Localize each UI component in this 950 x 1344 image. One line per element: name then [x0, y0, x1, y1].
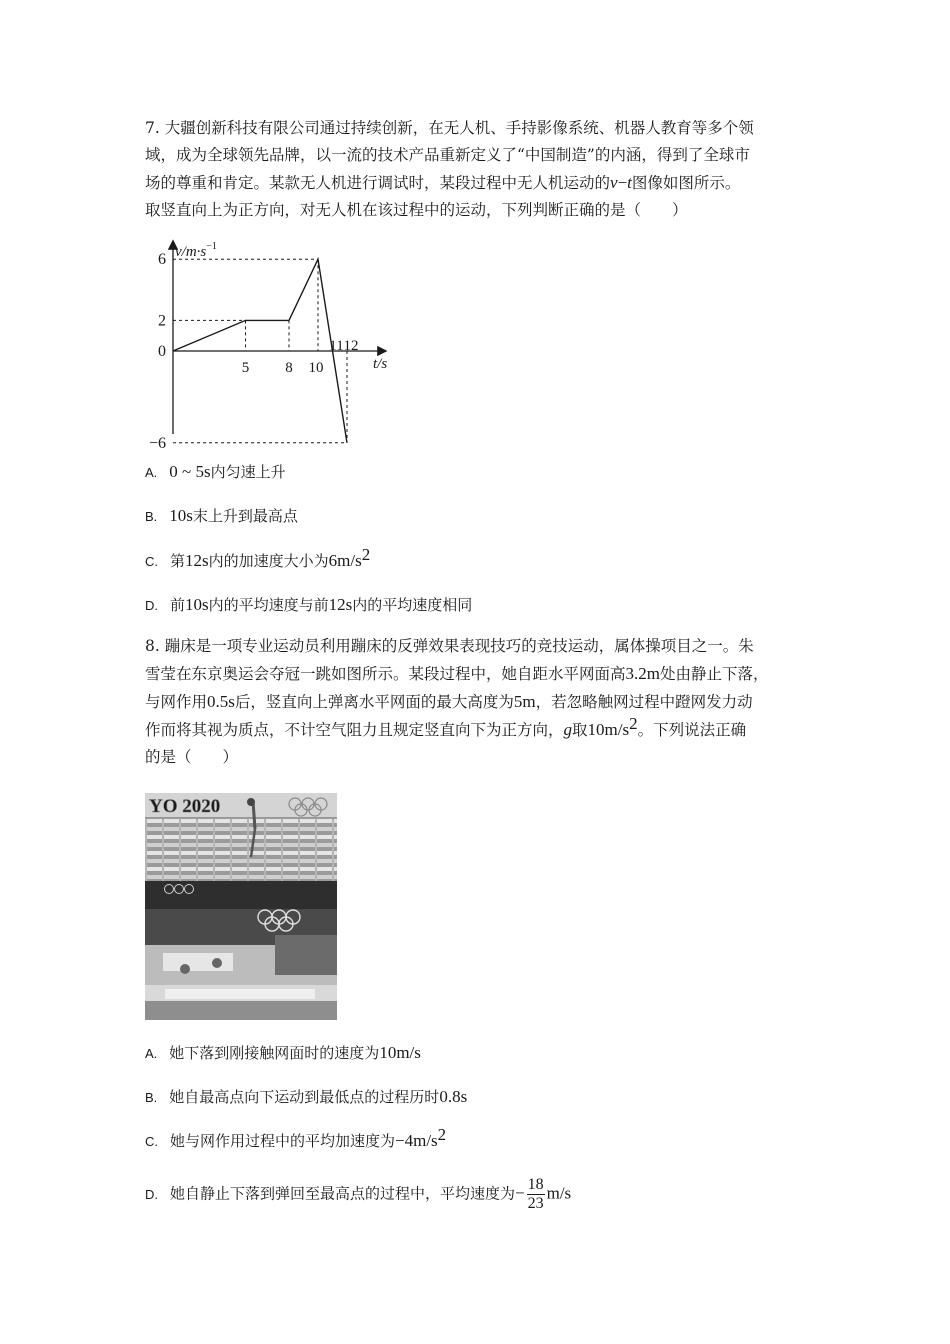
q8-option-a[interactable] [145, 1042, 421, 1065]
q7-line-3-end: 图像如图所示。 [631, 174, 741, 192]
q8-d-fraction [527, 1176, 545, 1213]
q7-b-value: 10s [169, 506, 193, 525]
y-tick-label: 0 [158, 343, 166, 360]
q8-d-sign: − [515, 1183, 525, 1203]
q8-option-b-label: B. [145, 1090, 158, 1105]
q8-line-3 [145, 688, 810, 716]
q8-height: 3.2m [625, 664, 660, 683]
q8-c-text: 她与网作用过程中的平均加速度为 [170, 1132, 396, 1150]
q8-d-denominator: 23 [527, 1195, 544, 1212]
q7-d-text-3: 内的平均速度相同 [352, 596, 473, 614]
q8-option-d[interactable] [145, 1176, 571, 1213]
q8-option-c-label: C. [145, 1134, 158, 1149]
q7-c-value-1: 12s [185, 551, 209, 570]
q8-line-2 [145, 660, 810, 688]
trampoline-photo [145, 793, 337, 1020]
q8-g: g [563, 720, 573, 739]
vt-minus: − [617, 173, 628, 192]
q8-l2-text: 雪莹在东京奥运会夺冠一跳如图所示。某段过程中，她自距水平网面高 [145, 665, 626, 683]
question-8-text [145, 633, 810, 771]
q7-option-d[interactable] [145, 594, 472, 617]
q7-b-text: 末上升到最高点 [192, 507, 298, 525]
q8-d-text: 她自静止下落到弹回至最高点的过程中，平均速度为 [170, 1184, 516, 1203]
q7-d-text-2: 内的平均速度与前 [208, 596, 329, 614]
q8-time: 0.5s [207, 692, 235, 711]
q7-d-value-2: 12s [328, 595, 353, 614]
q7-option-b[interactable] [145, 505, 298, 528]
q7-option-a[interactable] [145, 461, 286, 484]
q7-option-d-label: D. [145, 598, 158, 613]
q8-l2-end: 处由静止下落， [660, 665, 769, 683]
x-tick-label: 8 [285, 360, 293, 376]
vt-t: t [627, 173, 632, 192]
y-tick-label: −6 [148, 434, 166, 452]
q7-a-text: 内匀速上升 [210, 463, 286, 481]
q7-c-value-2: 6m/s [328, 551, 362, 570]
y-axis-label: $v/m\cdot s^{-1}$ [175, 241, 217, 260]
q8-line-1: 8. 蹦床是一项专业运动员利用蹦床的反弹效果表现技巧的竞技运动，属体操项目之一。朱 [145, 637, 754, 655]
q8-c-value: −4m/s [395, 1131, 438, 1150]
q8-l3-text-3: ，若忽略触网过程中蹬网发力动 [535, 693, 753, 711]
q8-b-text: 她自最高点向下运动到最低点的过程历时 [169, 1088, 440, 1106]
q8-c-exp: 2 [437, 1125, 447, 1144]
q8-l4-text-2: 取 [572, 721, 588, 739]
q8-l3-text-2: 后，竖直向上弹离水平网面的最大高度为 [234, 693, 514, 711]
q8-option-c[interactable] [145, 1125, 447, 1153]
q8-line-4 [145, 713, 810, 744]
q7-line-3-text: 场的尊重和肯定。某款无人机进行调试时，某段过程中无人机运动的 [145, 174, 611, 192]
q7-line-4: 取竖直向上为正方向，对无人机在该过程中的运动，下列判断正确的是（ ） [145, 201, 688, 219]
q8-l3-text-1: 与网作用 [145, 693, 208, 711]
q7-line-1: 7. 大疆创新科技有限公司通过持续创新，在无人机、手持影像系统、机器人教育等多个领 [145, 119, 754, 137]
q7-line-2: 域，成为全球领先品牌，以一流的技术产品重新定义了“中国制造”的内涵，得到了全球市 [145, 146, 750, 164]
y-tick-label: 6 [158, 251, 166, 269]
photo-banner-text: YO 2020 [149, 796, 221, 817]
q8-option-d-label: D. [145, 1186, 158, 1202]
x-tick-label: 5 [241, 360, 250, 376]
q7-option-a-label: A. [145, 465, 158, 480]
y-tick-label: 2 [158, 312, 166, 330]
q8-g-value: 10m/s [587, 720, 630, 739]
q8-a-value: 10m/s [379, 1043, 421, 1062]
q8-g-exp: 2 [629, 713, 638, 733]
q8-l4-text-1: 作而将其视为质点，不计空气阻力且规定竖直向下为正方向， [145, 721, 564, 739]
q7-line-3 [145, 169, 810, 197]
q7-c-text-1: 第 [170, 552, 186, 570]
x-tick-label: 10 [308, 360, 324, 376]
q7-option-b-label: B. [145, 509, 158, 524]
x-tick-label: 12 [343, 338, 359, 354]
x-tick-label: 11 [329, 338, 344, 354]
q7-d-value-1: 10s [185, 595, 209, 614]
q8-max-height: 5m [513, 692, 536, 711]
q7-c-text-2: 内的加速度大小为 [208, 552, 329, 570]
question-7-text [145, 115, 810, 224]
q7-c-exp: 2 [361, 545, 371, 564]
q8-d-numerator: 18 [527, 1176, 544, 1193]
q8-l4-text-3: 。下列说法正确 [637, 721, 747, 739]
q8-option-b[interactable] [145, 1086, 467, 1109]
q7-a-value: 0 ~ 5s [169, 462, 211, 481]
vt-v: v [610, 173, 618, 192]
q7-d-text-1: 前 [170, 596, 186, 614]
q8-a-text: 她下落到刚接触网面时的速度为 [169, 1044, 380, 1062]
q8-b-value: 0.8s [439, 1087, 468, 1106]
x-axis-label: t/s [373, 356, 388, 372]
q8-option-a-label: A. [145, 1046, 158, 1061]
q7-option-c-label: C. [145, 554, 158, 569]
q8-line-5: 的是（ ） [145, 748, 239, 766]
q7-option-c[interactable] [145, 545, 371, 573]
q8-d-unit: m/s [546, 1183, 572, 1203]
vt-graph [145, 232, 405, 452]
